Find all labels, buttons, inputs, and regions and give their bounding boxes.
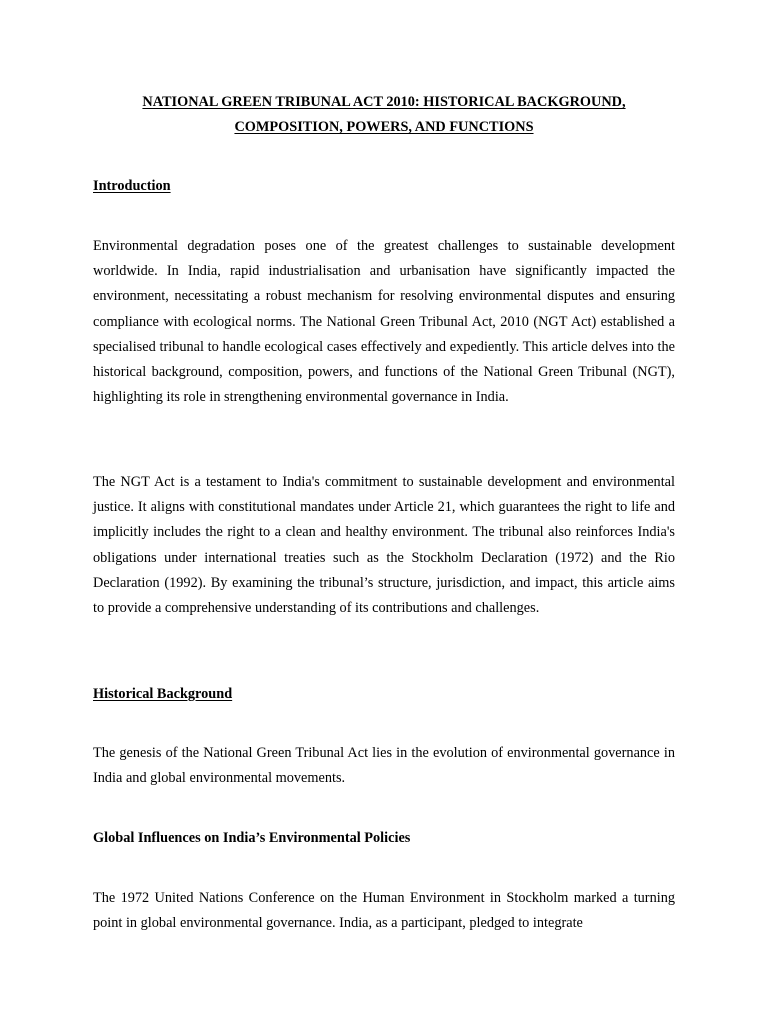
introduction-paragraph-2: The NGT Act is a testament to India's commitment to sustainable development and environmental justice. It aligns with constitutional mandates under Article 21, which guarantees the right to life and implicitly includes the right to a clean and healthy environment. The tribunal also reinforces India's obligations under international treaties such as the Stockholm Declaration (1972) and the Rio Declaration (1992). By examining the tribunal’s structure, jurisdiction, and impact, this article aims to provide a comprehensive understanding of its contributions and challenges.: [93, 474, 675, 617]
subsection-heading-global-influences: Global Influences on India’s Environmental Policies: [93, 830, 411, 846]
document-title-line-2: COMPOSITION, POWERS, AND FUNCTIONS: [234, 119, 534, 135]
introduction-paragraph-1: Environmental degradation poses one of the greatest challenges to sustainable development worldwide. In India, rapid industrialisation and urbanisation have significantly impacted the environment, necessitating a robust mechanism for resolving environmental disputes and ensuring compliance with ecological norms. The National Green Tribunal Act, 2010 (NGT Act) established a specialised tribunal to handle ecological cases effectively and expediently. This article delves into the historical background, composition, powers, and functions of the National Green Tribunal (NGT), highlighting its role in strengthening environmental governance in India.: [93, 238, 675, 406]
section-heading-historical-background: Historical Background: [93, 686, 233, 702]
section-heading-introduction: Introduction: [93, 178, 171, 194]
historical-background-paragraph-1: The genesis of the National Green Tribunal Act lies in the evolution of environmental governance in India and global environmental movements.: [93, 745, 675, 787]
global-influences-paragraph-1: The 1972 United Nations Conference on the Human Environment in Stockholm marked a turning point in global environmental governance. India, as a participant, pledged to integrate: [93, 890, 675, 932]
document-title-line-1: NATIONAL GREEN TRIBUNAL ACT 2010: HISTORICAL BACKGROUND,: [142, 94, 626, 110]
